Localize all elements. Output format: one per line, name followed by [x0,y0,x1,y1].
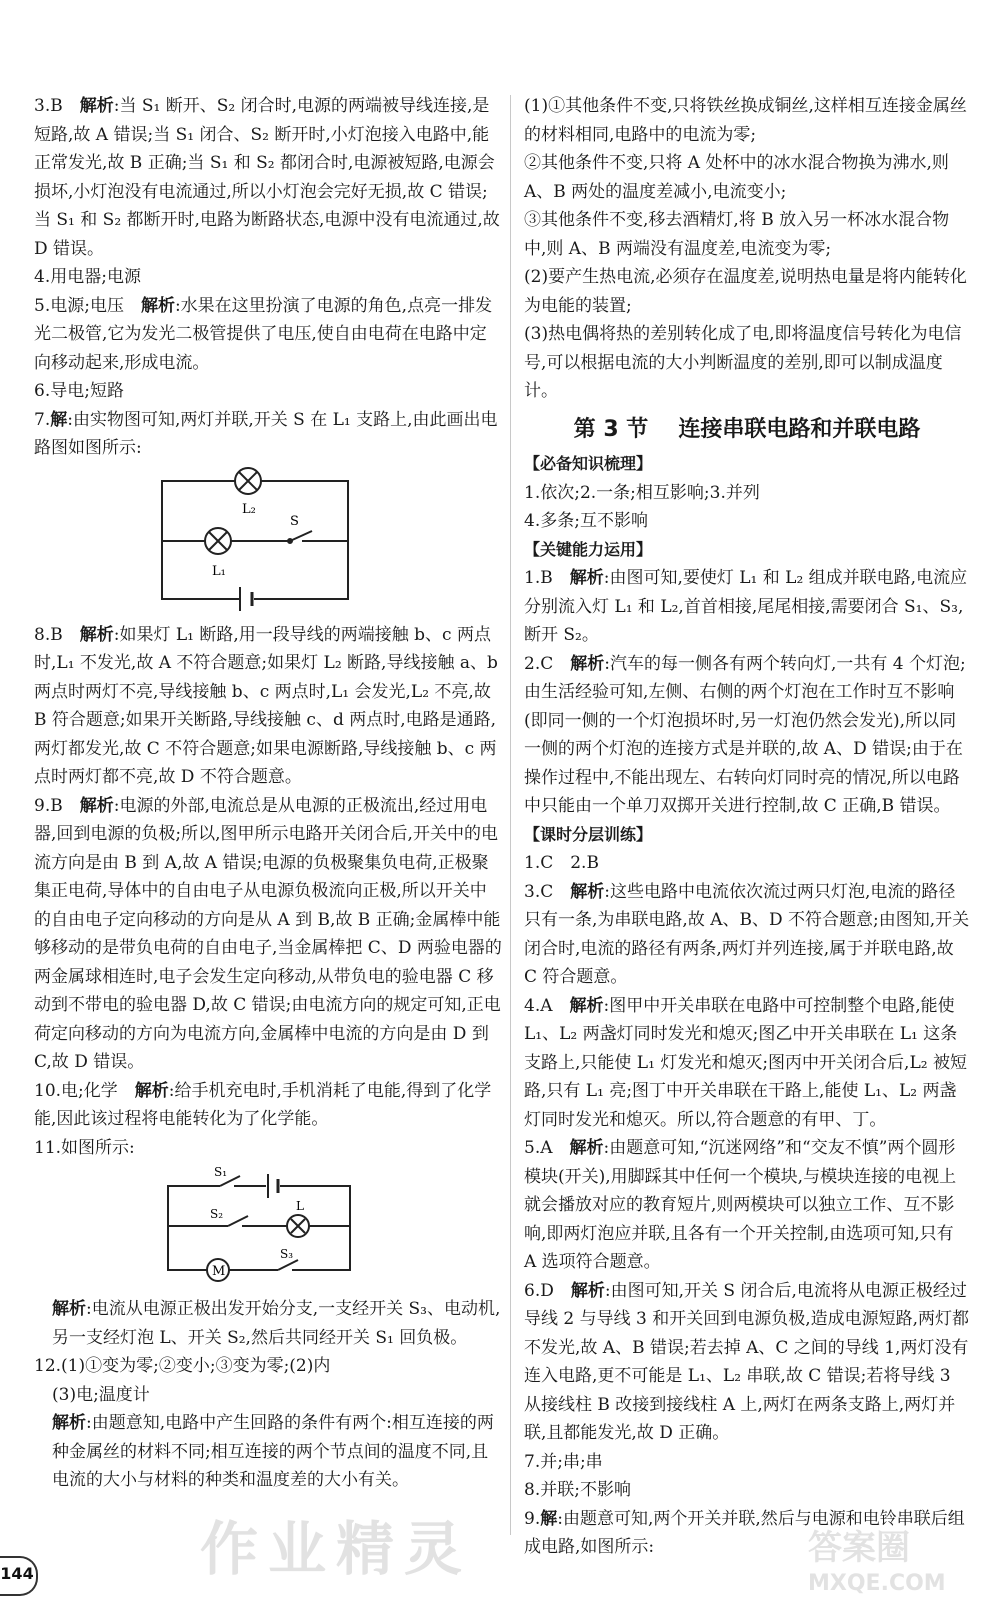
training-answer-6: 6.D 解析:由图可知,开关 S 闭合后,电流将从电源正极经过导线 2 与导线 3 和开关回到电源负极,造成电源短路,两灯都不发光,故 A、B 错误;若去掉 A、C 之间的导线 1,两灯没有连入电路,更不可能是 L₁、L₂ 串联,故 C 错误;若将导线 3 从接线柱 B 改接到接线柱 A 上,两灯在两条支路上,两灯并联,且都能发光,故 D 正确。 [524,1280,970,1443]
watermark-corner-text: 答案圈 [808,1528,910,1568]
answer-4: 4.用电器;电源 [34,267,141,287]
ability-answer-1: 1.B 解析:由图可知,要使灯 L₁ 和 L₂ 组成并联电路,电流应分别流入灯 L₁ 和 L₂,首首相接,尾尾相接,需要闭合 S₁、S₃,断开 S₂。 [524,568,968,645]
training-answer-7: 7.并;串;串 [524,1451,603,1472]
answer-12-part3: (3)电;温度计 [52,1384,150,1405]
answer-3: 3.B 解析:当 S₁ 断开、S₂ 闭合时,电源的两端被导线连接,是短路,故 A 错误;当 S₁ 闭合、S₂ 断开时,小灯泡接入电路中,能正常发光,故 B 正确;当 S₁ 和 S₂ 都闭合时,电源被短路,电源会损坏,小灯泡没有电流通过,所以小灯泡会完好无损,故 C 错误;当 S₁ 和 S₂ 都断开时,电路为断路状态,电源中没有电流通过,故 D 错误。 [34,96,500,259]
heading-key-ability: 【关键能力运用】 [524,539,653,559]
answer-8: 8.B 解析:如果灯 L₁ 断路,用一段导线的两端接触 b、c 两点时,L₁ 不发光,故 A 不符合题意;如果灯 L₂ 断路,导线接触 a、b 两点时两灯不亮,导线接触 b、c 两点时,L₁ 会发光,L₂ 不亮,故 B 符合题意;如果开关断路,导线接触 c、d 两点时,电路是通路,两灯都发光,故 C 不符合题意;如果电源断路,导线接触 b、c 两点时两灯都不亮,故 D 不符合题意。 [34,624,498,787]
answer-12-cont-1: (1)①其他条件不变,只将铁丝换成铜丝,这样相互连接金属丝的材料相同,电路中的电流为零; [524,96,967,145]
lamp-l-label: L [296,1199,304,1213]
column-divider [510,95,511,1535]
watermark-center: 作业精灵 [200,1515,473,1583]
training-answer-3: 3.C 解析:这些电路中电流依次流过两只灯泡,电流的路径只有一条,为串联电路,故 A、B、D 不符合题意;由图知,开关闭合时,电流的路径有两条,两灯并列连接,属于并联电路,故 C 符合题意。 [524,881,970,987]
section-title [524,416,970,445]
training-answer-1-2: 1.C 2.B [524,853,599,873]
knowledge-line-1: 1.依次;2.一条;相互影响;3.并列 [524,482,760,503]
circuit-diagram-11 [34,1166,502,1291]
answer-12-cont-5: (3)热电偶将热的差别转化成了电,即将温度信号转化为电信号,可以根据电流的大小判断温度的差别,即可以制成温度计。 [524,324,962,401]
answer-12-analysis: 解析:由题意知,电路中产生回路的条件有两个:相互连接的两种金属丝的材料不同;相互连接的两个节点间的温度不同,且电流的大小与材料的种类和温度差的大小有关。 [52,1413,494,1490]
answer-11-analysis: 解析:电流从电源正极出发开始分支,一支经开关 S₃、电动机,另一支经灯泡 L、开关 S₂,然后共同经开关 S₁ 回负极。 [52,1299,501,1348]
answer-5: 5.电源;电压 解析:水果在这里扮演了电源的角色,点亮一排发光二极管,它为发光二极管提供了电压,使自由电荷在电路中定向移动起来,形成电流。 [34,295,493,373]
motor-m-label: M [212,1264,226,1279]
ability-answer-2: 2.C 解析:汽车的每一侧各有两个转向灯,一共有 4 个灯泡;由生活经验可知,左侧、右侧的两个灯泡在工作时互不影响(即同一侧的一个灯泡损坏时,另一灯泡仍然会发光),所以同一侧的两个灯泡的连接方式是并联的,故 A、D 错误;由于在操作过程中,不能出现左、右转向灯同时亮的情况,所以电路中只能由一个单刀双掷开关进行控制,故 C 正确,B 错误。 [524,653,966,816]
left-column [34,92,502,1495]
answer-11: 11.如图所示: [34,1137,135,1158]
section-name: 连接串联电路和并联电路 [678,416,921,442]
right-column [524,92,970,1562]
answer-12-cont-3: ③其他条件不变,移去酒精灯,将 B 放入另一杯冰水混合物中,则 A、B 两端没有温度差,电流变为零; [524,210,950,259]
circuit-diagram-7 [34,467,502,617]
watermark-corner-url: MXQE.COM [808,1571,946,1596]
training-answer-9: 9.解:由题意可知,两个开关并联,然后与电源和电铃串联后组成电路,如图所示: [524,1508,965,1557]
section-number: 第 3 节 [573,416,649,442]
answer-6: 6.导电;短路 [34,381,124,401]
lamp-l1-label: L₁ [212,563,226,579]
lamp-l2-label: L₂ [242,501,256,517]
switch-s1-label: S₁ [214,1166,228,1179]
answer-10: 10.电;化学 解析:给手机充电时,手机消耗了电能,得到了化学能,因此该过程将电能转化为了化学能。 [34,1080,492,1129]
training-answer-4: 4.A 解析:图甲中开关串联在电路中可控制整个电路,能使 L₁、L₂ 两盏灯同时发光和熄灭;图乙中开关串联在 L₁ 这条支路上,只能使 L₁ 灯发光和熄灭;图丙中开关闭合后,L₂ 被短路,只有 L₁ 亮;图丁中开关串联在干路上,能使 L₁、L₂ 两盏灯同时发光和熄灭。所以,符合题意的有甲、丁。 [524,995,967,1130]
heading-layered-training: 【课时分层训练】 [524,824,653,844]
heading-essential-knowledge: 【必备知识梳理】 [524,454,653,473]
knowledge-line-2: 4.多条;互不影响 [524,511,648,531]
answer-12: 12.(1)①变为零;②变小;③变为零;(2)内 [34,1356,331,1376]
answer-12-cont-4: (2)要产生热电流,必须存在温度差,说明热电量是将内能转化为电能的装置; [524,267,967,316]
switch-s3-label: S₃ [280,1247,294,1261]
switch-s2-label: S₂ [210,1207,224,1221]
answer-12-cont-2: ②其他条件不变,只将 A 处杯中的冰水混合物换为沸水,则 A、B 两处的温度差减小,电流变小; [524,153,949,202]
page-number: 144 [0,1556,34,1592]
answer-9: 9.B 解析:电源的外部,电流总是从电源的正极流出,经过用电器,回到电源的负极;所以,图甲所示电路开关闭合后,开关中的电流方向是由 B 到 A,故 A 错误;电源的负极聚集负电荷,正极聚集正电荷,导体中的自由电子从电源负极流向正极,所以开关中的自由电子定向移动的方向是从 A 到 B,故 B 正确;金属棒中能够移动的是带负电荷的自由电子,当金属棒把 C、D 两验电器的两金属球相连时,电子会发生定向移动,从带负电的验电器 C 移动到不带电的验电器 D,故 C 错误;由电流方向的规定可知,正电荷定向移动的方向为电流方向,金属棒中电流的方向是由 D 到 C,故 D 错误。 [34,795,502,1072]
switch-s-label: S [290,513,299,529]
training-answer-8: 8.并联;不影响 [524,1480,631,1500]
training-answer-5: 5.A 解析:由题意可知,“沉迷网络”和“交友不慎”两个圆形模块(开关),用脚踩其中任何一个模块,与模块连接的电视上就会播放对应的教育短片,则两模块可以独立工作、互不影响,即两灯泡应并联,且各有一个开关控制,由选项可知,只有 A 选项符合题意。 [524,1138,957,1272]
answer-7: 7.解:由实物图可知,两灯并联,开关 S 在 L₁ 支路上,由此画出电路图如图所示: [34,409,498,458]
